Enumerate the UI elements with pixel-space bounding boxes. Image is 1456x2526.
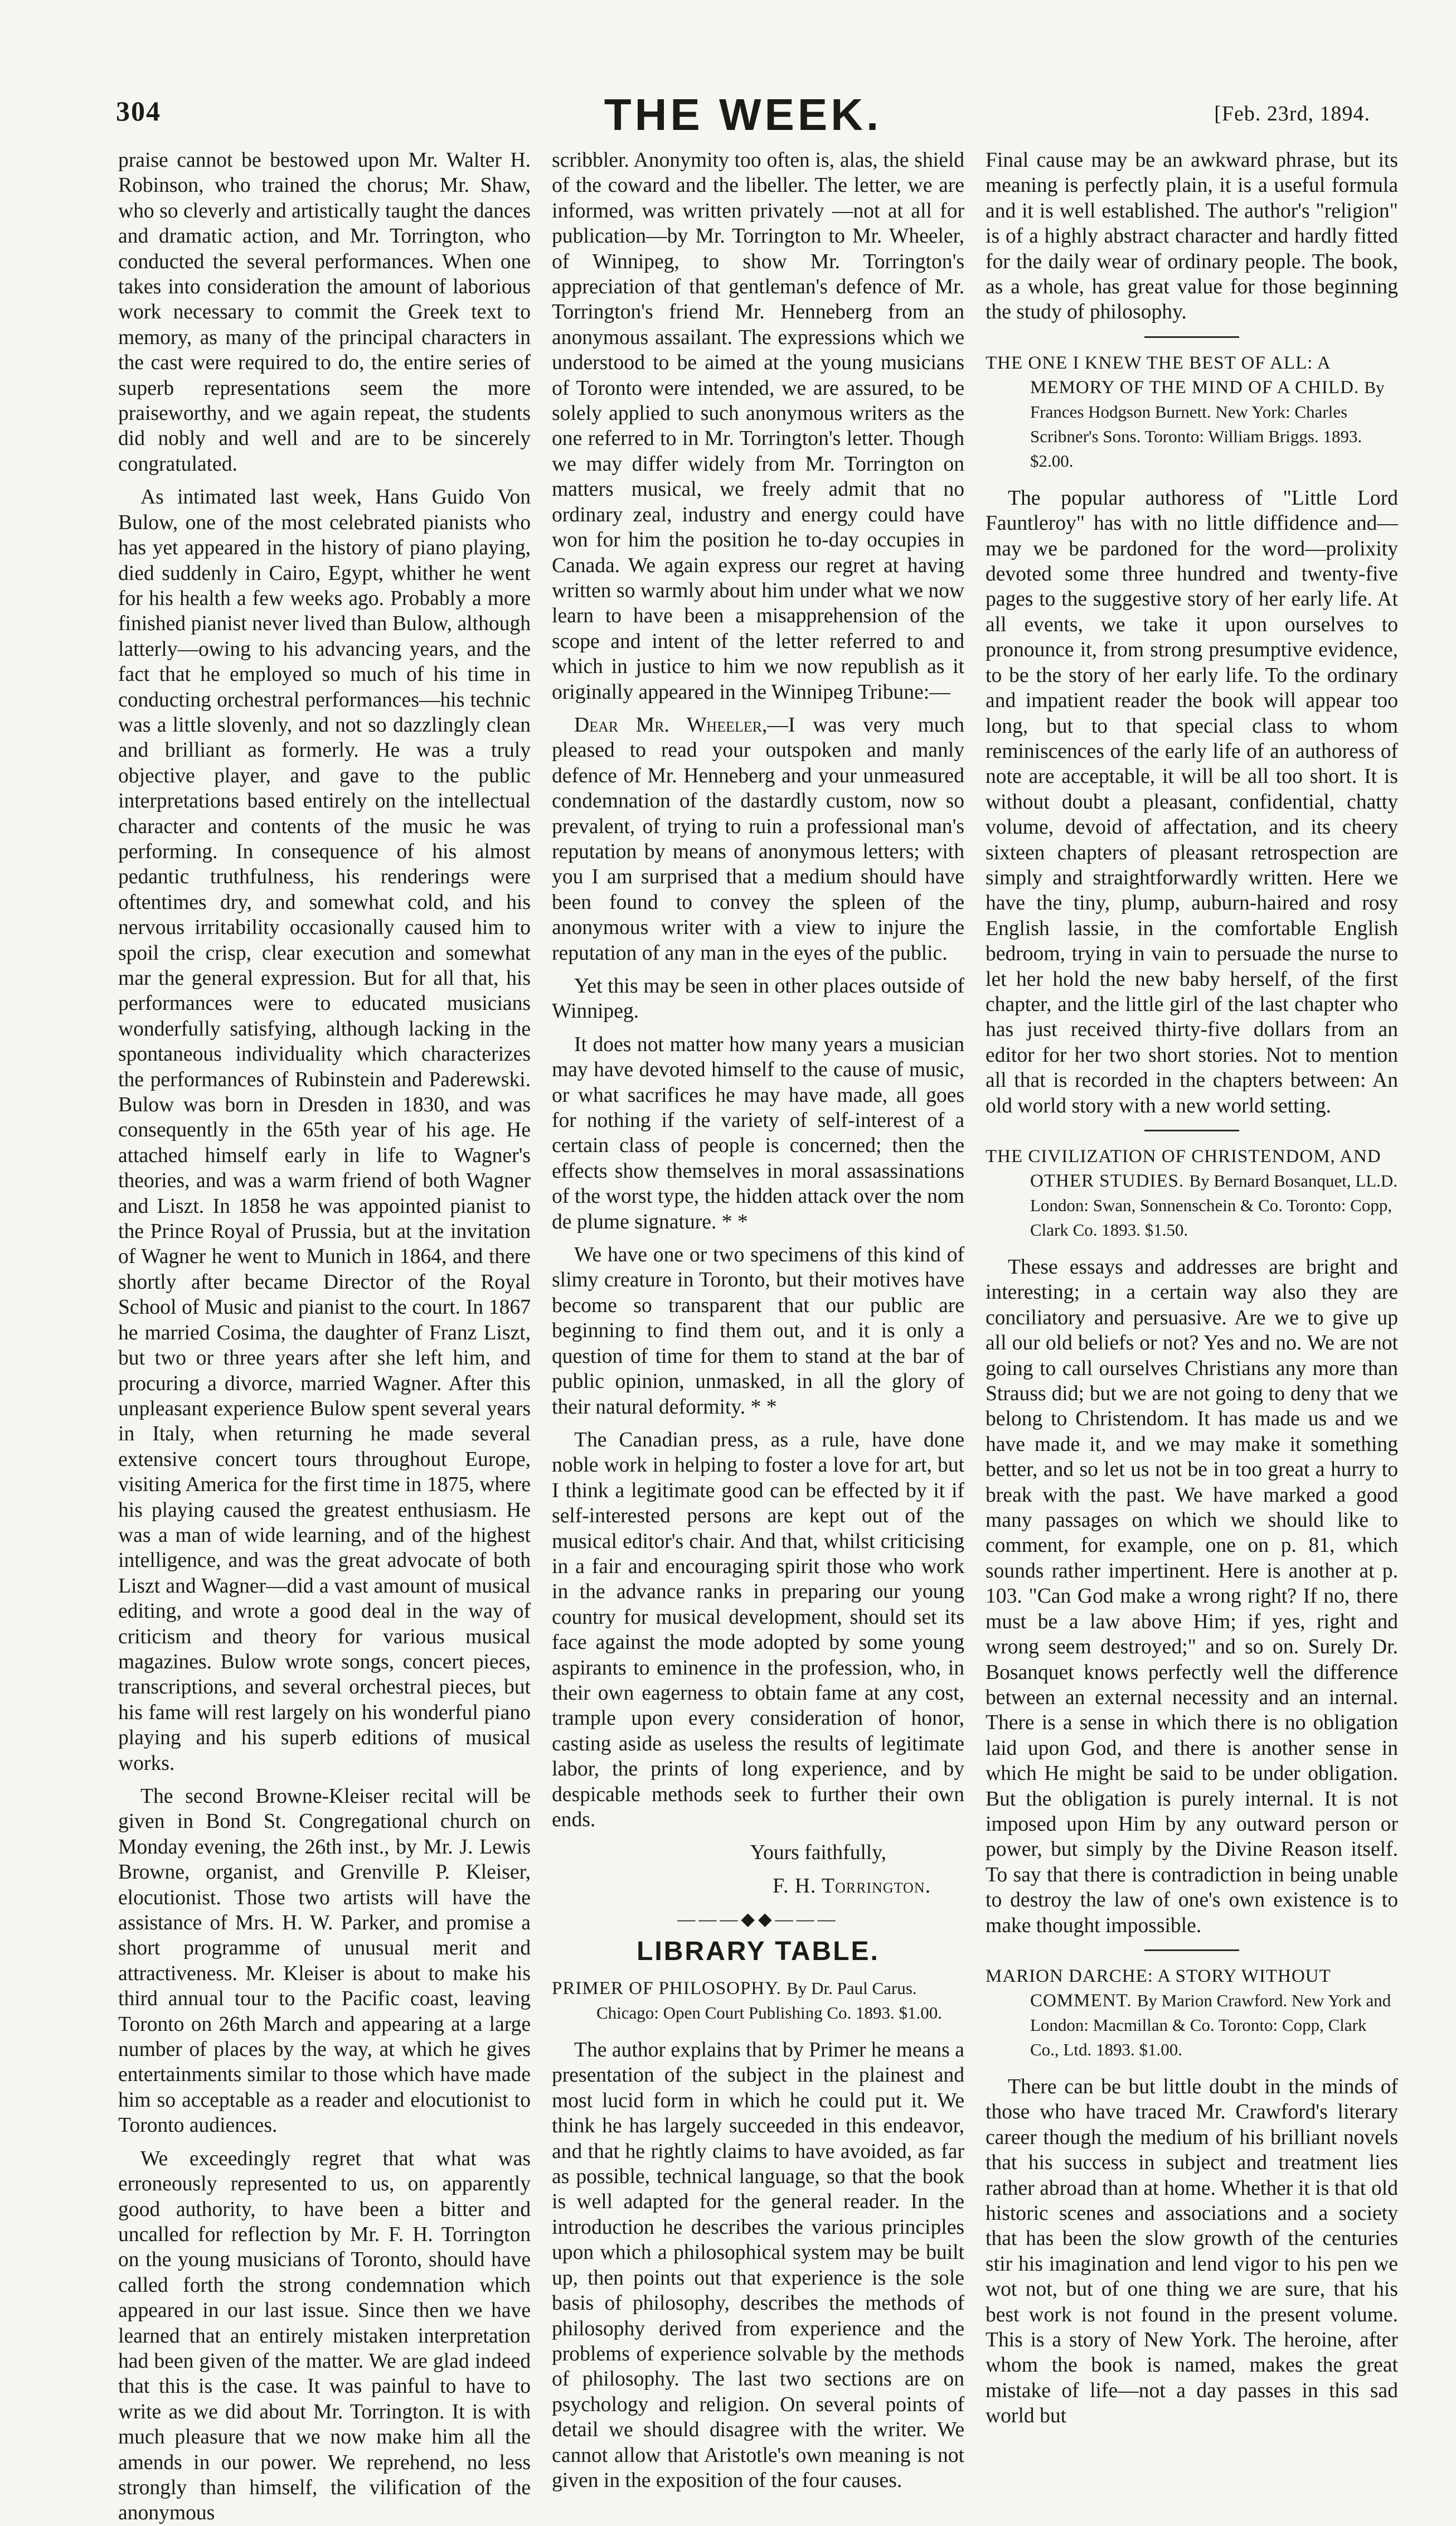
divider-rule	[1144, 1949, 1239, 1951]
review-text: There can be but little doubt in the minds of those who have traced Mr. Crawford's literary career though the medium of his brilliant novels that his success in subject and treatment lies rather abroad than at home. Whether it is that old historic scenes and associations and a society that has been the slow growth of the centuries stir his imagination and lend vigor to his pen we wot not, but of one thing we are sure, that his best work is not found in the present volume. This is a story of New York. The heroine, after whom the book is named, makes the great mistake of life—not a day passes in this sad world but	[986, 2075, 1398, 2428]
divider-rule	[1144, 1130, 1239, 1131]
paragraph: The second Browne-Kleiser recital will be given in Bond St. Congregational church on Monday evening, the 26th inst., by Mr. J. Lewis Browne, organist, and Grenville P. Kleiser, elocutionist. Those two artists will have the assistance of Mrs. H. W. Parker, and promise a short programme of unusual merit and attractiveness. Mr. Kleiser is about to make his third annual tour to the Pacific coast, leaving Toronto on 26th March and appearing at a large number of places by the way, at which he gives entertainments similar to those which have made him so acceptable as a reader and elocutionist to Toronto audiences.	[118, 1785, 531, 2137]
review-text: The author explains that by Primer he means a presentation of the subject in the plainest and most lucid form in which he could put it. We think he has largely succeeded in this endeavor, and that he rightly claims to have avoided, as far as possible, technical language, so that the book is well adapted for the general reader. In the introduction he describes the various principles upon which a philosophical system may be built up, then points out that experience is the sole basis of philosophy, describes the methods of philosophy derived from experience and the problems of experience solvable by the methods of philosophy. The last two sections are on psychology and religion. On several points of detail we should disagree with the writer. We cannot allow that Aristotle's own meaning is not given in the exposition of the four causes.	[552, 2039, 964, 2492]
letter-closing: Yours faithfully,	[750, 1841, 886, 1865]
paragraph: Final cause may be an awkward phrase, but its meaning is perfectly plain, it is a useful formula and it is well established. The author's "religion" is of a highly abstract character and hardly fitted for the daily wear of ordinary people. The book, as a whole, has great value for those beginning the study of philosophy.	[986, 149, 1398, 324]
ornament-divider: ———◆◆———	[677, 1909, 839, 1929]
letter-salutation: Dear Mr. Wheeler,	[574, 713, 768, 737]
paragraph: As intimated last week, Hans Guido Von Bulow, one of the most celebrated pianists who has yet appeared in the history of piano playing, died suddenly in Cairo, Egypt, whither he went for his health a few weeks ago. Probably a more finished pianist never lived than Bulow, although latterly—owing to his advancing years, and the fact that he employed so much of his time in conducting orchestral performances—his technic was a little slovenly, and not so dazzlingly clean and brilliant as formerly. He was a truly objective player, and gave to the public interpretations based entirely on the intellectual character and contents of the music he was performing. In consequence of his almost pedantic truthfulness, his renderings were oftentimes dry, and somewhat cold, and his nervous irritability occasionally caused him to spoil the crisp, clear execution and somewhat mar the general expression. But for all that, his performances were to educated musicians wonderfully satisfying, although lacking in the spontaneous individuality which characterizes the performances of Rubinstein and Paderewski. Bulow was born in Dresden in 1830, and was consequently in the 65th year of his age. He attached himself early in life to Wagner's theories, and was a warm friend of both Wagner and Liszt. In 1858 he was appointed pianist to the Prince Royal of Prussia, but at the invitation of Wagner he went to Munich in 1864, and there shortly after became Director of the Royal School of Music and pianist to the court. In 1867 he married Cosima, the daughter of Franz Liszt, but two or three years after she left him, and procuring a divorce, married Wagner. After this unpleasant experience Bulow spent several years in Italy, when returning he made several extensive concert tours throughout Europe, visiting America for the first time in 1875, where his playing caused the greatest enthusiasm. He was a man of wide learning, and of the highest intelligence, and was the great advocate of both Liszt and Wagner—did a vast amount of musical editing, and wrote a good deal in the way of criticism and theory for various musical magazines. Bulow wrote songs, concert pieces, transcriptions, and several orchestral pieces, but his fame will rest largely on his wonderful piano playing and his superb editions of musical works.	[118, 486, 531, 1775]
review-title	[986, 1964, 1398, 2062]
section-heading: LIBRARY TABLE.	[637, 1936, 880, 1966]
book-title: THE CIVILIZATION OF CHRISTENDOM, AND OTHER STUDIES.	[986, 1146, 1381, 1191]
letter-paragraph: We have one or two specimens of this kind of slimy creature in Toronto, but their motives have become so transparent that our public are beginning to find them out, and it is only a question of time for them to stand at the bar of public opinion, unmasked, in all the glory of their natural deformity. * *	[552, 1243, 964, 1419]
page-number: 304	[116, 95, 161, 127]
paragraph: praise cannot be bestowed upon Mr. Walter H. Robinson, who trained the chorus; Mr. Shaw, who so cleverly and artistically taught the dances and dramatic action, and Mr. Torrington, who conducted the several performances. When one takes into consideration the amount of laborious work necessary to commit the Greek text to memory, as many of the principal characters in the cast were required to do, the entire series of superb representations seem the more praiseworthy, and we again repeat, the students did nobly and well and are to be sincerely congratulated.	[118, 149, 531, 476]
issue-date: [Feb. 23rd, 1894.	[1214, 102, 1370, 125]
review-text: The popular authoress of "Little Lord Fauntleroy" has with no little diffidence and—may we be pardoned for the word—prolixity devoted some three hundred and twenty-five pages to the suggestive story of her early life. At all events, we take it upon ourselves to pronounce it, from strong presumptive evidence, to be the story of her early life. To the ordinary and impatient reader the book will appear too long, but to that special class to whom reminiscences of the early life of an authoress of note are acceptable, it will be all too short. It is without doubt a pleasant, confidential, chatty volume, devoid of affectation, and its cheery sixteen chapters of pleasant retrospection are simply and straightforwardly written. Here we have the tiny, plump, auburn-haired and rosy English lassie, in the comfortable English bedroom, trying in vain to persuade the nurse to let her hold the new baby herself, of the first chapter, and the little girl of the last chapter who has just received thirty-five dollars from an editor for her two short stories. Not to mention all that is recorded in the chapters between: An old world story with a new world setting.	[986, 486, 1398, 1117]
journal-title: THE WEEK.	[604, 90, 882, 139]
book-biblio: By Bernard Bosanquet, LL.D. London: Swan, Sonnenschein & Co. Toronto: Copp, Clark Co. 1893. $1.50.	[1030, 1171, 1398, 1240]
column-2	[552, 148, 964, 2492]
book-biblio: By Dr. Paul Carus. Chicago: Open Court Publishing Co. 1893. $1.00.	[596, 1978, 942, 2023]
book-biblio: By Frances Hodgson Burnett. New York: Charles Scribner's Sons. Toronto: William Briggs. 1893. $2.00.	[1030, 377, 1385, 471]
letter-paragraph: The Canadian press, as a rule, have done noble work in helping to foster a love for art, but I think a legitimate good can be effected by it if self-interested persons are kept out of the musical editor's chair. And that, whilst criticising in a fair and encouraging spirit those who work in the advance ranks in preparing our young country for musical development, should set its face against the mode adopted by some young aspirants to eminence in the profession, who, in their own eagerness to obtain fame at any cost, trample upon every consideration of honor, casting aside as useless the results of legitimate labor, the prints of long experience, and by despicable methods seek to further their own ends.	[552, 1428, 964, 1831]
review-text: These essays and addresses are bright and interesting; in a certain way also they are conciliatory and persuasive. Are we to give up all our old beliefs or not? Yes and no. We are not going to call ourselves Christians any more than Strauss did; but we are not going to deny that we belong to Christendom. It has made us and we have made it, and we may make it something better, and so let us not be in too great a hurry to break with the past. We have marked a good many passages on which we should like to comment, for example, one on p. 81, which sounds rather impertinent. Here is another at p. 103. "Can God make a wrong right? If no, there must be a law above Him; if yes, right and wrong seem destroyed;" and so on. Surely Dr. Bosanquet knows perfectly well the difference between an external necessity and an internal. There is a sense in which there is no obligation laid upon God, and there is another sense in which He might be said to be under obligation. But the obligation is purely internal. It is not imposed upon Him by any outward person or power, but simply by the Divine Reason itself. To say that there is contradiction in being unable to destroy the law of one's own existence is to make thought impossible.	[986, 1256, 1398, 1937]
page-header	[116, 84, 1370, 145]
paragraph: We exceedingly regret that what was erroneously represented to us, on apparently good authority, to have been a bitter and uncalled for reflection by Mr. F. H. Torrington on the young musicians of Toronto, should have called forth the strong condemnation which appeared in our last issue. Since then we have learned that an entirely mistaken interpretation had been given of the matter. We are glad indeed that this is the case. It was painful to have to write as we did about Mr. Torrington. It is with much pleasure that we now make him all the amends in our power. We reprehend, no less strongly than himself, the vilification of the anonymous	[118, 2147, 531, 2525]
book-title: PRIMER OF PHILOSOPHY.	[552, 1978, 782, 1999]
book-biblio: By Marion Crawford. New York and London: Macmillan & Co. Toronto: Copp, Clark Co., Ltd. 1893. $1.00.	[1030, 1990, 1391, 2059]
letter-paragraph: Yet this may be seen in other places outside of Winnipeg.	[552, 975, 964, 1023]
letter-text: —I was very much pleased to read your outspoken and manly defence of Mr. Henneberg and your unmeasured condemnation of the dastardly custom, now so prevalent, of trying to ruin a professional man's reputation by means of anonymous letters; with you I am surprised that a medium should have been found to convey the spleen of the anonymous writer with a view to injure the reputation of any man in the eyes of the public.	[552, 713, 964, 965]
review-title	[552, 1976, 964, 2025]
letter-signature: F. H. Torrington.	[773, 1874, 931, 1898]
divider-rule	[1144, 336, 1239, 338]
review-title	[986, 351, 1398, 473]
letter-paragraph	[552, 713, 964, 966]
review-title	[986, 1145, 1398, 1242]
column-1	[118, 148, 531, 2525]
paragraph: scribbler. Anonymity too often is, alas, the shield of the coward and the libeller. The letter, we are informed, was written privately —not at all for publication—by Mr. Torrington to Mr. Wheeler, of Winnipeg, to show Mr. Torrington's appreciation of that gentleman's defence of Mr. Torrington's friend Mr. Henneberg from an anonymous assailant. The expressions which we understood to be aimed at the young musicians of Toronto were intended, we are assured, to be solely applied to such anonymous writers as the one referred to in Mr. Torrington's letter. Though we may differ widely from Mr. Torrington on matters musical, we freely admit that no ordinary zeal, industry and energy could have won for him the position he to-day occupies in Canada. We again express our regret at having written so warmly about him under what we now learn to have been a misapprehension of the scope and intent of the letter referred to and which in justice to him we now republish as it originally appeared in the Winnipeg Tribune:—	[552, 149, 964, 704]
book-title: THE ONE I KNEW THE BEST OF ALL: A MEMORY OF THE MIND OF A CHILD.	[986, 352, 1360, 398]
letter-paragraph: It does not matter how many years a musician may have devoted himself to the cause of music, or what sacrifices he may have made, all goes for nothing if the variety of self-interest of a certain class of people is concerned; then the effects show themselves in moral assassinations of the worst type, the hidden attack over the nom de plume signature. * *	[552, 1033, 964, 1233]
column-3	[986, 148, 1398, 2428]
book-title: MARION DARCHE: A STORY WITHOUT COMMENT.	[986, 1966, 1331, 2011]
